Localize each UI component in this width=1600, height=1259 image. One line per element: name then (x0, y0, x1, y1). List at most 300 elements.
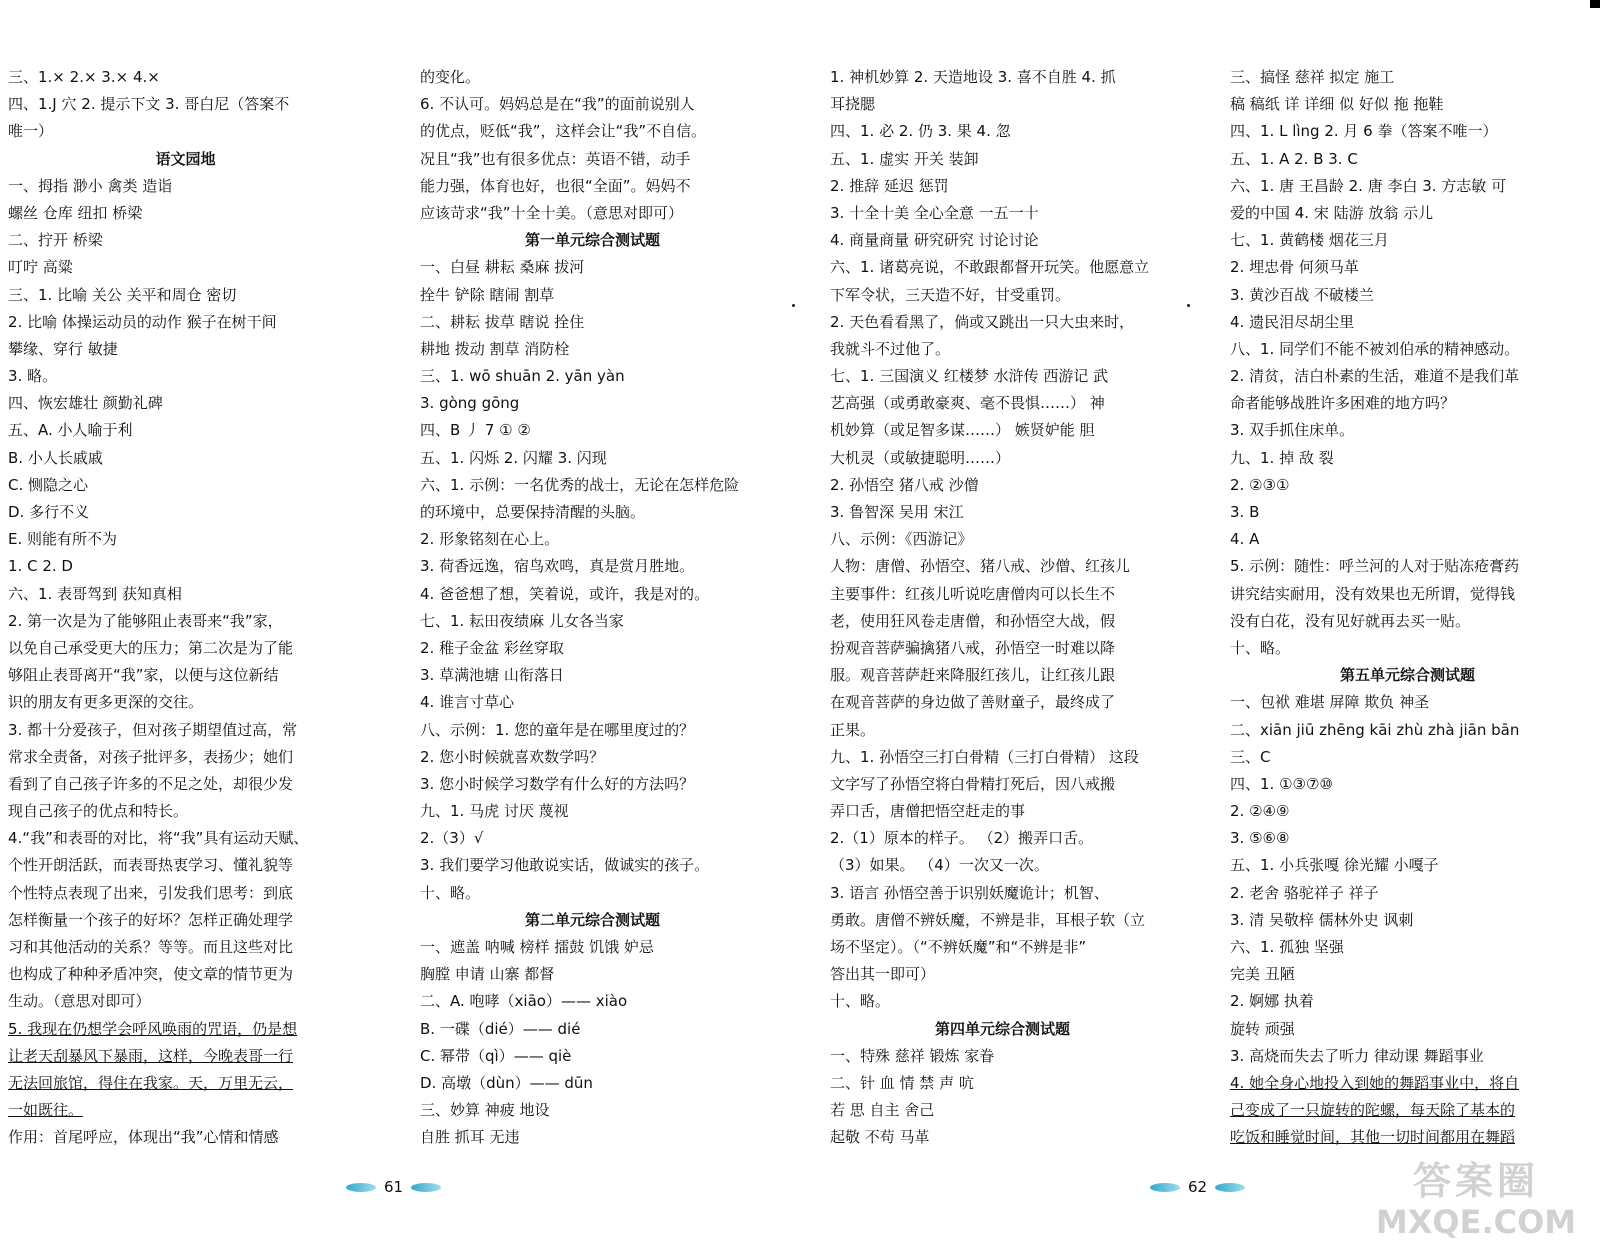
answer-line-text: 3. 荷香远逸，宿鸟欢鸣，真是赏月胜地。 (420, 557, 695, 576)
answer-line (1230, 499, 1585, 526)
answer-line-text: 怎样衡量一个孩子的好坏？怎样正确处理学 (8, 910, 294, 929)
answer-line-text: 2. 天色看看黑了，倘或又跳出一只大虫来时， (830, 312, 1135, 331)
answer-line-text: 一、遮盖 呐喊 榜样 擂鼓 饥饿 妒忌 (420, 938, 654, 956)
answer-line-text: 2.（3）√ (420, 829, 484, 848)
answer-line-text: 3. 您小时候学习数学有什么好的方法吗？ (420, 774, 695, 793)
answer-line (1230, 146, 1585, 173)
answer-line (830, 390, 1175, 417)
answer-line (830, 988, 1175, 1015)
answer-line-text: 服。观音菩萨赶来降服红孩儿，让红孩儿跟 (830, 666, 1116, 685)
section-heading (420, 907, 765, 934)
answer-line-text: 2. 埋忠骨 何须马革 (1230, 258, 1359, 277)
answer-line-text: 的优点，贬低“我”，这样会让“我”不自信。 (420, 122, 707, 141)
answer-line (8, 1070, 363, 1097)
answer-line (830, 635, 1175, 662)
answer-line (1230, 526, 1585, 553)
answer-line (1230, 825, 1585, 852)
answer-line-text: 2. ②③① (1230, 475, 1290, 494)
answer-line-text: 正果。 (830, 720, 876, 739)
answer-line-text: 6. 不认可。妈妈总是在“我”的面前说别人 (420, 95, 695, 114)
answer-line (8, 445, 363, 472)
answer-line (830, 581, 1175, 608)
answer-line (830, 744, 1175, 771)
answer-line-text: 三、搞怪 慈祥 拟定 施工 (1230, 68, 1395, 86)
section-heading (830, 1016, 1175, 1043)
answer-line (830, 445, 1175, 472)
answer-line (420, 581, 765, 608)
answer-line (420, 1070, 765, 1097)
answer-line-text: 2. 第一次是为了能够阻止表哥来“我”家， (8, 611, 283, 630)
answer-line (8, 798, 363, 825)
answer-line (8, 173, 363, 200)
answer-line (1230, 118, 1585, 145)
answer-line (420, 282, 765, 309)
answer-line (1230, 553, 1585, 580)
answer-line-text: 八、示例：1. 您的童年是在哪里度过的？ (420, 720, 695, 739)
answer-line-text: 4. 商量商量 研究研究 讨论讨论 (830, 231, 1039, 250)
answer-line-text: 1. C 2. D (8, 557, 73, 576)
answer-line-text: 以免自己承受更大的压力；第二次是为了能 (8, 638, 294, 657)
answer-line (1230, 64, 1585, 91)
answer-line (8, 771, 363, 798)
answer-line-text: 况且“我”也有很多优点：英语不错，动手 (420, 149, 691, 168)
answer-line-text: 人物：唐僧、孙悟空、猪八戒、沙僧、红孩儿 (830, 557, 1131, 576)
page-number-right (1150, 1178, 1245, 1196)
answer-line (8, 118, 363, 145)
answer-line (8, 91, 363, 118)
answer-line-text: 艺高强（或勇敢豪爽、毫不畏惧……） 神 (830, 394, 1105, 413)
answer-line (420, 445, 765, 472)
answer-line (830, 200, 1175, 227)
answer-line (8, 880, 363, 907)
answer-line-text: 2. 稚子金盆 彩丝穿取 (420, 638, 564, 657)
answer-line (830, 173, 1175, 200)
answer-line-text: 4. 她全身心地投入到她的舞蹈事业中，将自 (1230, 1073, 1520, 1092)
answer-line (830, 1124, 1175, 1151)
answer-line-text: 勇敢。唐僧不辨妖魔，不辨是非，耳根子软（立 (830, 910, 1146, 929)
answer-line-text: 七、1. 三国演义 红楼梦 水浒传 西游记 武 (830, 367, 1109, 386)
answer-line-text: 七、1. 黄鹤楼 烟花三月 (1230, 231, 1389, 250)
section-heading (8, 146, 363, 173)
answer-line-text: B. 一碟（dié）—— dié (420, 1019, 581, 1038)
answer-line-text: E. 则能有所不为 (8, 530, 118, 549)
answer-line-text: 4. 爸爸想了想，笑着说，或许，我是对的。 (420, 584, 710, 603)
answer-line (1230, 744, 1585, 771)
answer-line (420, 825, 765, 852)
answer-line (1230, 472, 1585, 499)
answer-line (830, 553, 1175, 580)
page-number-left (346, 1178, 441, 1196)
answer-line (420, 91, 765, 118)
answer-line-text: 叮咛 高粱 (8, 258, 73, 277)
answer-line (8, 553, 363, 580)
answer-line (830, 254, 1175, 281)
answer-line (830, 798, 1175, 825)
answer-line (8, 1043, 363, 1070)
answer-line (1230, 336, 1585, 363)
answer-line-text: 起敬 不苟 马革 (830, 1128, 930, 1147)
answer-line (420, 934, 765, 961)
answer-line-text: 4.“我”和表哥的对比，将“我”具有运动天赋、 (8, 829, 309, 848)
answer-line-text: 个性特点表现了出来，引发我们思考：到底 (8, 883, 294, 902)
answer-line (8, 472, 363, 499)
answer-line-text: 让老天刮暴风下暴雨，这样，今晚表哥一行 (8, 1046, 294, 1065)
page-number-text: 61 (384, 1178, 404, 1196)
answer-line (830, 689, 1175, 716)
answer-line-text: 三、1. 比喻 关公 关平和周仓 密切 (8, 285, 237, 304)
answer-line (830, 227, 1175, 254)
wave-ornament-icon (1150, 1183, 1180, 1192)
page-number-text: 62 (1188, 1178, 1208, 1196)
answer-line-text: 胸膛 申请 山寨 都督 (420, 965, 555, 984)
answer-line-text: 2. 推辞 延迟 惩罚 (830, 176, 949, 195)
column-2 (420, 64, 765, 1152)
answer-line-text: 第一单元综合测试题 (524, 231, 660, 250)
answer-line (830, 1097, 1175, 1124)
answer-line (8, 717, 363, 744)
answer-line (420, 417, 765, 444)
answer-line (420, 390, 765, 417)
answer-line-text: 五、1. 闪烁 2. 闪耀 3. 闪现 (420, 448, 607, 467)
answer-line-text: 一、白昼 耕耘 桑麻 拔河 (420, 258, 585, 277)
answer-line (8, 689, 363, 716)
answer-line (1230, 390, 1585, 417)
answer-line (1230, 282, 1585, 309)
answer-line-text: 够阻止表哥离开“我”家，以便与这位新结 (8, 666, 279, 685)
answer-line-text: 3. B (1230, 503, 1260, 521)
answer-line-text: 三、C (1230, 747, 1271, 766)
answer-line-text: 能力强，体育也好，也很“全面”。妈妈不 (420, 176, 691, 195)
column-4 (1230, 64, 1585, 1152)
answer-line (1230, 798, 1585, 825)
answer-line (8, 1016, 363, 1043)
answer-line (8, 825, 363, 852)
answer-line-text: 一、特殊 慈祥 锻炼 家眷 (830, 1046, 995, 1065)
answer-line (830, 852, 1175, 879)
column-1 (8, 64, 363, 1152)
scan-corner-mark (1590, 0, 1600, 8)
stray-dot (792, 304, 795, 307)
answer-line-text: 3. 黄沙百战 不破楼兰 (1230, 285, 1374, 304)
answer-line (830, 64, 1175, 91)
answer-line-text: 第五单元综合测试题 (1339, 666, 1475, 685)
answer-line (420, 553, 765, 580)
answer-line (830, 118, 1175, 145)
answer-line-text: 常求全责备，对孩子批评多，表扬少；她们 (8, 747, 294, 766)
answer-line-text: 4. A (1230, 530, 1260, 549)
answer-line (1230, 200, 1585, 227)
answer-line-text: 2. 老舍 骆驼祥子 祥子 (1230, 883, 1379, 902)
answer-line-text: 己变成了一只旋转的陀螺，每天除了基本的 (1230, 1101, 1516, 1120)
answer-line-text: 一如既往。 (8, 1101, 84, 1120)
answer-line (1230, 880, 1585, 907)
answer-line-text: 3. 都十分爱孩子，但对孩子期望值过高，常 (8, 720, 298, 739)
answer-line (420, 336, 765, 363)
answer-line-text: 一、拇指 渺小 禽类 造诣 (8, 176, 173, 195)
answer-line-text: 2. 孙悟空 猪八戒 沙僧 (830, 475, 979, 494)
answer-line-text: 耳挠腮 (830, 95, 876, 114)
answer-line-text: 2. 形象铭刻在心上。 (420, 530, 560, 549)
answer-line (8, 608, 363, 635)
answer-line (8, 282, 363, 309)
answer-line-text: B. 小人长戚戚 (8, 448, 103, 467)
answer-line (1230, 1043, 1585, 1070)
answer-line (420, 798, 765, 825)
answer-line-text: 扮观音菩萨骗擒猪八戒，孙悟空一时难以降 (830, 638, 1116, 657)
answer-line (8, 934, 363, 961)
answer-line (8, 309, 363, 336)
section-heading (1230, 662, 1585, 689)
answer-line (8, 1097, 363, 1124)
answer-line-text: 唯一） (8, 122, 54, 141)
answer-line (830, 934, 1175, 961)
answer-line (420, 146, 765, 173)
answer-line (420, 254, 765, 281)
answer-line-text: 十、略。 (830, 992, 891, 1011)
answer-line-text: 作用：首尾呼应，体现出“我”心情和情感 (8, 1128, 279, 1147)
answer-line (8, 662, 363, 689)
answer-line (1230, 635, 1585, 662)
answer-line (420, 1124, 765, 1151)
wave-ornament-icon (346, 1183, 376, 1192)
answer-line (830, 961, 1175, 988)
answer-line (1230, 581, 1585, 608)
answer-line (8, 907, 363, 934)
answer-line (420, 771, 765, 798)
answer-line-text: 九、1. 掉 敌 裂 (1230, 448, 1334, 467)
answer-line (8, 581, 363, 608)
answer-line (8, 336, 363, 363)
answer-line-text: 2. 比喻 体操运动员的动作 猴子在树干间 (8, 312, 277, 331)
answer-line (420, 1043, 765, 1070)
answer-line (1230, 852, 1585, 879)
answer-line (8, 254, 363, 281)
answer-line-text: 八、1. 同学们不能不被刘伯承的精神感动。 (1230, 339, 1520, 358)
stray-dot (1187, 304, 1190, 307)
answer-line (1230, 988, 1585, 1015)
answer-line (1230, 961, 1585, 988)
answer-line-text: 看到了自己孩子许多的不足之处，却很少发 (8, 774, 294, 793)
answer-line-text: 一、包袱 难堪 屏障 欺负 神圣 (1230, 693, 1430, 712)
answer-line (420, 852, 765, 879)
answer-line (8, 64, 363, 91)
answer-line-text: 5. 示例：随性：呼兰河的人对于贴冻疮膏药 (1230, 557, 1520, 576)
answer-line-text: 六、1. 表哥驾到 获知真相 (8, 584, 182, 603)
watermark-line-2: MXQE.COM (1375, 1203, 1577, 1241)
answer-line-text: 第二单元综合测试题 (524, 910, 660, 929)
section-heading (420, 227, 765, 254)
answer-line-text: 六、1. 诸葛亮说，不敢跟都督开玩笑。他愿意立 (830, 258, 1150, 277)
answer-line (1230, 1070, 1585, 1097)
answer-line (830, 417, 1175, 444)
watermark-line-1: 答案圈 (1412, 1159, 1539, 1203)
answer-line (1230, 1097, 1585, 1124)
answer-line (8, 200, 363, 227)
answer-line (420, 1016, 765, 1043)
answer-line (830, 1070, 1175, 1097)
answer-line (420, 1097, 765, 1124)
answer-line (1230, 227, 1585, 254)
answer-line-text: 个性开朗活跃，而表哥热衷学习、懂礼貌等 (8, 856, 294, 875)
answer-line-text: 2. ②④⑨ (1230, 802, 1290, 821)
answer-line-text: 五、1. 虚实 开关 装卸 (830, 149, 979, 168)
answer-line (830, 662, 1175, 689)
answer-line-text: 2. 清贫，洁白朴素的生活，难道不是我们革 (1230, 367, 1520, 386)
answer-line (1230, 608, 1585, 635)
answer-line-text: 下军令状，三天造不好，甘受重罚。 (830, 285, 1071, 304)
answer-line (1230, 1124, 1585, 1151)
answer-line (830, 880, 1175, 907)
answer-line (420, 118, 765, 145)
answer-line-text: 现自己孩子的优点和特长。 (8, 802, 189, 821)
answer-line-text: 二、A. 咆哮（xiāo）—— xiào (420, 992, 628, 1011)
answer-line (1230, 934, 1585, 961)
answer-line-text: 机妙算（或足智多谋……） 嫉贤妒能 胆 (830, 421, 1095, 440)
answer-line (830, 282, 1175, 309)
answer-line (8, 852, 363, 879)
answer-line-text: 讲究结实耐用，没有效果也无所谓，觉得钱 (1230, 584, 1516, 603)
answer-line (830, 91, 1175, 118)
answer-line-text: 场不坚定）。（“不辨妖魔”和“不辨是非” (830, 938, 1087, 956)
answer-line-text: 大机灵（或敏捷聪明……） (830, 448, 1011, 467)
answer-line (830, 526, 1175, 553)
answer-line (1230, 689, 1585, 716)
answer-line (420, 608, 765, 635)
answer-line (420, 988, 765, 1015)
answer-line-text: 在观音菩萨的身边做了善财童子，最终成了 (830, 693, 1116, 712)
answer-line-text: 七、1. 耘田夜绩麻 儿女各当家 (420, 611, 624, 630)
answer-line (420, 363, 765, 390)
answer-line-text: 4. 谁言寸草心 (420, 693, 515, 712)
answer-line-text: 3. 草满池塘 山衔落日 (420, 666, 564, 685)
answer-line (420, 173, 765, 200)
answer-line-text: 弄口舌，唐僧把悟空赶走的事 (830, 802, 1026, 821)
answer-line-text: 攀缘、穿行 敏捷 (8, 339, 118, 358)
answer-line (830, 472, 1175, 499)
answer-line-text: 四、恢宏雄壮 颜勤礼碑 (8, 394, 163, 413)
answer-line-text: 3. 高烧而失去了听力 律动课 舞蹈事业 (1230, 1046, 1484, 1065)
answer-line (8, 526, 363, 553)
answer-line-text: 六、1. 孤独 坚强 (1230, 938, 1344, 956)
answer-line-text: 2. 婀娜 执着 (1230, 992, 1314, 1011)
answer-line-text: 3. 语言 孙悟空善于识别妖魔诡计；机智、 (830, 883, 1109, 902)
answer-line-text: 自胜 抓耳 无违 (420, 1128, 520, 1147)
answer-line (1230, 417, 1585, 444)
answer-line-text: 5. 我现在仍想学会呼风唤雨的咒语，仍是想 (8, 1019, 298, 1038)
answer-line (8, 961, 363, 988)
answer-line (8, 363, 363, 390)
answer-line-text: D. 多行不义 (8, 503, 90, 521)
answer-line-text: 吃饭和睡觉时间，其他一切时间都用在舞蹈 (1230, 1128, 1516, 1147)
answer-line-text: 二、针 血 情 禁 声 吭 (830, 1073, 974, 1092)
answer-line-text: 应该苛求“我”十全十美。（意思对即可） (420, 203, 684, 222)
answer-line-text: 若 思 自主 舍己 (830, 1101, 935, 1120)
answer-line (830, 825, 1175, 852)
answer-line (1230, 363, 1585, 390)
answer-line-text: 3. 我们要学习他敢说实话，做诚实的孩子。 (420, 856, 710, 875)
answer-line (420, 961, 765, 988)
answer-line-text: 二、xiān jiū zhēng kāi zhù zhà jiān bān (1230, 720, 1520, 739)
answer-line (830, 771, 1175, 798)
column-3 (830, 64, 1175, 1152)
answer-line-text: 螺丝 仓库 纽扣 桥梁 (8, 203, 143, 222)
answer-line-text: 五、1. 小兵张嘎 徐光耀 小嘎子 (1230, 856, 1439, 875)
answer-line (8, 988, 363, 1015)
answer-line-text: 3. 鲁智深 吴用 宋江 (830, 503, 964, 521)
answer-line (830, 608, 1175, 635)
answer-line-text: 五、1. A 2. B 3. C (1230, 149, 1358, 168)
answer-line (420, 744, 765, 771)
answer-line-text: 八、示例：《西游记》 (830, 530, 973, 549)
answer-line-text: 四、1.J 穴 2. 提示下文 3. 哥白尼（答案不 (8, 95, 290, 114)
answer-line-text: 四、1. L lìng 2. 月 6 拳（答案不唯一） (1230, 122, 1498, 141)
answer-line (1230, 254, 1585, 281)
answer-line-text: 3. 略。 (8, 367, 58, 386)
wave-ornament-icon (411, 1183, 441, 1192)
answer-line (420, 499, 765, 526)
answer-line-text: 3. ⑤⑥⑧ (1230, 829, 1290, 848)
answer-line (420, 309, 765, 336)
answer-line (420, 717, 765, 744)
answer-line (420, 64, 765, 91)
answer-line (830, 363, 1175, 390)
answer-line (8, 744, 363, 771)
answer-line-text: D. 高墩（dùn）—— dūn (420, 1073, 593, 1092)
answer-line-text: 主要事件：红孩儿听说吃唐僧肉可以长生不 (830, 584, 1116, 603)
answer-line (8, 390, 363, 417)
answer-line-text: 爱的中国 4. 宋 陆游 放翁 示儿 (1230, 203, 1434, 222)
answer-line-text: 三、妙算 神疲 地设 (420, 1101, 550, 1120)
answer-line-text: 拴牛 铲除 瞎闹 割草 (420, 285, 555, 304)
answer-line-text: 稿 稿纸 详 详细 似 好似 拖 拖鞋 (1230, 95, 1444, 114)
answer-line-text: 四、1. ①③⑦⑩ (1230, 774, 1333, 793)
answer-line (830, 146, 1175, 173)
wave-ornament-icon (1215, 1183, 1245, 1192)
answer-line-text: 没有白花，没有见好就再去买一贴。 (1230, 611, 1471, 630)
answer-line-text: 3. 双手抓住床单。 (1230, 421, 1355, 440)
watermark-logo (1366, 1150, 1586, 1250)
answer-line-text: 五、A. 小人喻于利 (8, 421, 133, 440)
answer-line (8, 1124, 363, 1151)
answer-line-text: 六、1. 示例：一名优秀的战士，无论在怎样危险 (420, 475, 740, 494)
answer-line-text: 四、B 丿 7 ① ② (420, 421, 531, 440)
answer-line (420, 526, 765, 553)
answer-line-text: 3. 清 吴敬梓 儒林外史 讽刺 (1230, 910, 1414, 929)
answer-line (420, 662, 765, 689)
answer-line-text: 答出其一即可） (830, 965, 936, 984)
answer-line (830, 309, 1175, 336)
answer-line-text: 命者能够战胜许多困难的地方吗？ (1230, 394, 1456, 413)
answer-line-text: 4. 遗民泪尽胡尘里 (1230, 312, 1355, 331)
answer-line (8, 227, 363, 254)
answer-line (1230, 91, 1585, 118)
answer-line-text: 3. gòng gōng (420, 394, 520, 413)
answer-line (8, 499, 363, 526)
answer-line-text: 的变化。 (420, 68, 481, 86)
answer-line (830, 336, 1175, 363)
answer-line-text: 2. 您小时候就喜欢数学吗？ (420, 747, 605, 766)
answer-line (1230, 907, 1585, 934)
answer-line-text: 四、1. 必 2. 仍 3. 果 4. 忽 (830, 122, 1011, 141)
answer-line-text: 三、1.× 2.× 3.× 4.× (8, 68, 160, 86)
answer-line-text: 也构成了种种矛盾冲突，使文章的情节更为 (8, 965, 294, 984)
answer-line (830, 499, 1175, 526)
answer-line-text: 我就斗不过他了。 (830, 339, 951, 358)
answer-line (420, 635, 765, 662)
answer-line-text: 语文园地 (155, 149, 216, 168)
answer-line-text: 3. 十全十美 全心全意 一五一十 (830, 203, 1039, 222)
answer-line-text: 老，使用狂风卷走唐僧，和孙悟空大战，假 (830, 611, 1116, 630)
